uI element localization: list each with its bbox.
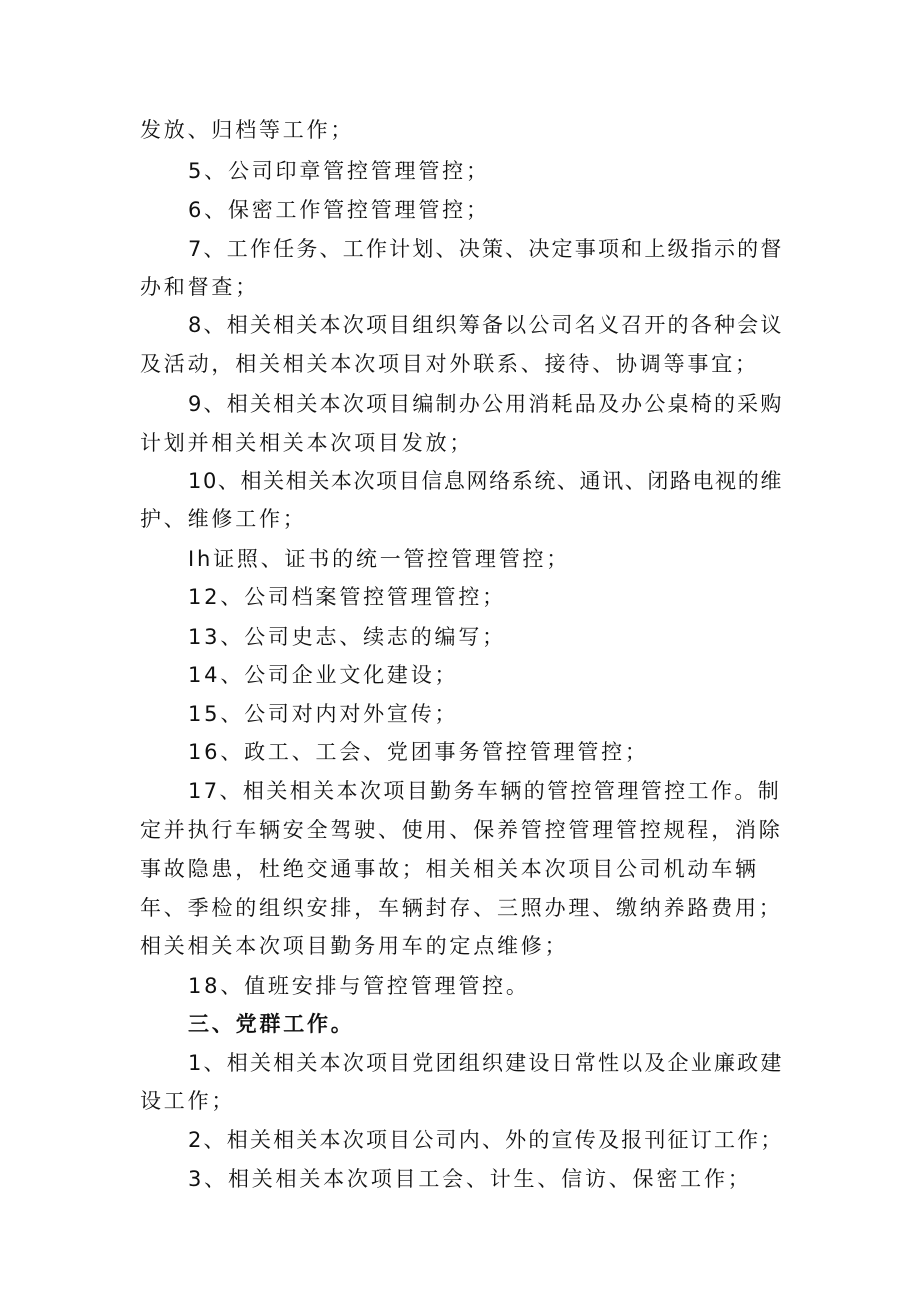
text-line: 办和督查； [140, 275, 259, 299]
text-line: 定并执行车辆安全驾驶、使用、保养管控管理管控规程，消除 [140, 818, 783, 842]
text-line: 设工作； [140, 1089, 236, 1113]
list-item: 2、相关相关本次项目公司内、外的宣传及报刊征订工作； [188, 1128, 784, 1152]
section-heading: 三、党群工作。 [188, 1012, 355, 1036]
list-item: 1、相关相关本次项目党团组织建设日常性以及企业廉政建 [188, 1051, 784, 1075]
text-line: 护、维修工作； [140, 507, 307, 531]
list-item: 17、相关相关本次项目勤务车辆的管控管理管控工作。制 [188, 779, 782, 803]
text-line: 相关相关本次项目勤务用车的定点维修； [140, 934, 569, 958]
list-item: 9、相关相关本次项目编制办公用消耗品及办公桌椅的采购 [188, 392, 784, 416]
text-line: 年、季检的组织安排，车辆封存、三照办理、缴纳养路费用； [140, 896, 783, 920]
list-item: 6、保密工作管控管理管控； [188, 198, 490, 222]
list-item: 8、相关相关本次项目组织筹备以公司名义召开的各种会议 [188, 313, 784, 337]
text-line: 发放、归档等工作； [140, 118, 355, 142]
list-item: 16、政工、工会、党团事务管控管理管控； [188, 740, 649, 764]
list-item: 14、公司企业文化建设； [188, 663, 459, 687]
list-item: 12、公司档案管控管理管控； [188, 585, 506, 609]
list-item: 13、公司史志、续志的编写； [188, 625, 506, 649]
text-line: 计划并相关相关本次项目发放； [140, 431, 474, 455]
list-item: 7、工作任务、工作计划、决策、决定事项和上级指示的督 [188, 237, 784, 261]
list-item: 3、相关相关本次项目工会、计生、信访、保密工作； [188, 1167, 752, 1191]
text-line: 事故隐患，杜绝交通事故；相关相关本次项目公司机动车辆 [140, 857, 759, 881]
list-item: Ih证照、证书的统一管控管理管控； [188, 547, 571, 571]
list-item: 10、相关相关本次项目信息网络系统、通讯、闭路电视的维 [188, 469, 783, 493]
text-line: 及活动，相关相关本次项目对外联系、接待、协调等事宜； [140, 352, 759, 376]
list-item: 18、值班安排与管控管理管控。 [188, 974, 530, 998]
list-item: 15、公司对内对外宣传； [188, 702, 459, 726]
list-item: 5、公司印章管控管理管控； [188, 159, 490, 183]
